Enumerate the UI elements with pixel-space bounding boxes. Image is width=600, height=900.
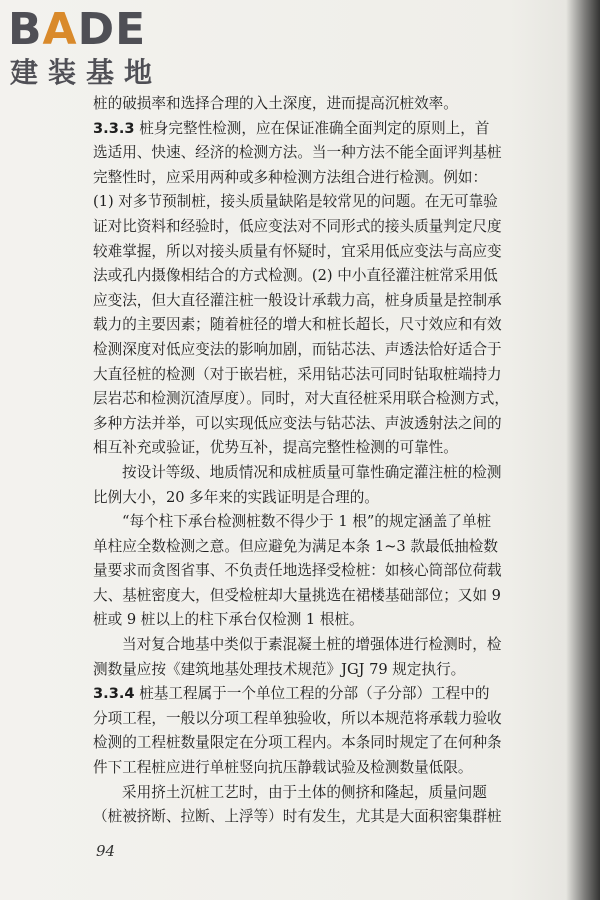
text-line (93, 486, 553, 511)
text-line (93, 658, 553, 683)
body-text (93, 92, 553, 830)
line-text: 多种方法并举，可以实现低应变法与钻芯法、声波透射法之间的 (93, 414, 502, 432)
line-text: 层岩芯和检测沉渣厚度）。同时，对大直径桩采用联合检测方式， (93, 390, 509, 408)
text-line (93, 510, 553, 535)
text-line (93, 436, 553, 461)
line-text: 载力的主要因素；随着桩径的增大和桩长超长，尺寸效应和有效 (93, 316, 502, 334)
text-line (93, 363, 553, 388)
logo-subtitle: 建装基地 (10, 56, 163, 89)
line-text: 件下工程桩应进行单桩竖向抗压静载试验及检测数量低限。 (93, 759, 473, 777)
text-line (93, 264, 553, 289)
section-number: 3.3.3 (93, 119, 135, 137)
line-text: “每个柱下承台检测桩数不得少于 1 根”的规定涵盖了单桩 (122, 513, 492, 531)
text-line (93, 535, 553, 560)
text-line (93, 756, 553, 781)
text-line (93, 805, 553, 830)
logo-brand-text: BADE (8, 4, 147, 55)
line-text: 检测深度对低应变法的影响加剧，而钻芯法、声透法恰好适合于 (93, 340, 502, 358)
text-line (93, 461, 553, 486)
line-text: 测数量应按《建筑地基处理技术规范》JGJ 79 规定执行。 (93, 660, 466, 678)
line-text: 完整性时，应采用两种或多种检测方法组合进行检测。例如： (93, 168, 488, 186)
text-line (93, 682, 553, 707)
line-text: 证对比资料和经验时，低应变法对不同形式的接头质量判定尺度 (93, 217, 502, 235)
text-line (93, 584, 553, 609)
text-line (93, 289, 553, 314)
text-line (93, 190, 553, 215)
line-text: 分项工程，一般以分项工程单独验收，所以本规范将承载力验收 (93, 709, 502, 727)
section-number: 3.3.4 (93, 685, 135, 703)
page-binding-shadow (566, 0, 600, 900)
text-line (93, 117, 553, 142)
line-text: 桩或 9 桩以上的柱下承台仅检测 1 根桩。 (93, 611, 364, 629)
line-text: 选适用、快速、经济的检测方法。当一种方法不能全面评判基桩 (93, 144, 502, 162)
line-text: 量要求而贪图省事、不负责任地选择受检桩：如核心筒部位荷载 (93, 562, 502, 580)
line-text: 当对复合地基中类似于素混凝土桩的增强体进行检测时，检 (122, 636, 502, 654)
text-line (93, 338, 553, 363)
line-text: (1) 对多节预制桩，接头质量缺陷是较常见的问题。在无可靠验 (93, 193, 498, 211)
text-line (93, 387, 553, 412)
text-line (93, 633, 553, 658)
text-line (93, 412, 553, 437)
line-text: 桩身完整性检测，应在保证准确全面判定的原则上，首 (134, 119, 490, 137)
text-line (93, 215, 553, 240)
line-text: 单柱应全数检测之意。但应避免为满足本条 1~3 款最低抽检数 (93, 537, 498, 555)
line-text: 检测的工程桩数量限定在分项工程内。本条同时规定了在何种条 (93, 734, 502, 752)
line-text: 相互补充或验证，优势互补，提高完整性检测的可靠性。 (93, 439, 458, 457)
text-line (93, 707, 553, 732)
page-number: 94 (96, 842, 116, 860)
line-text: 法或孔内摄像相结合的方式检测。(2) 中小直径灌注桩常采用低 (93, 267, 498, 285)
line-text: 采用挤土沉桩工艺时，由于土体的侧挤和隆起，质量问题 (122, 783, 487, 801)
line-text: 桩基工程属于一个单位工程的分部（子分部）工程中的 (134, 685, 490, 703)
line-text: 大直径桩的检测（对于嵌岩桩，采用钻芯法可同时钻取桩端持力 (93, 365, 502, 383)
text-line (93, 240, 553, 265)
watermark-logo (8, 6, 178, 90)
line-text: 桩的破损率和选择合理的入土深度，进而提高沉桩效率。 (93, 95, 458, 112)
line-text: 按设计等级、地质情况和成桩质量可靠性确定灌注桩的检测 (122, 463, 502, 481)
line-text: （桩被挤断、拉断、上浮等）时有发生，尤其是大面积密集群桩 (93, 808, 502, 826)
text-line (93, 559, 553, 584)
text-line (93, 731, 553, 756)
text-line (93, 313, 553, 338)
text-line (93, 781, 553, 806)
line-text: 比例大小，20 多年来的实践证明是合理的。 (93, 488, 379, 506)
text-line (93, 608, 553, 633)
line-text: 大、基桩密度大，但受检桩却大量挑选在裙楼基础部位；又如 9 (93, 586, 501, 604)
text-line (93, 141, 553, 166)
line-text: 应变法，但大直径灌注桩一般设计承载力高，桩身质量是控制承 (93, 291, 502, 309)
text-line (93, 166, 553, 191)
text-line (93, 92, 553, 117)
line-text: 较难掌握，所以对接头质量有怀疑时，宜采用低应变法与高应变 (93, 242, 502, 260)
